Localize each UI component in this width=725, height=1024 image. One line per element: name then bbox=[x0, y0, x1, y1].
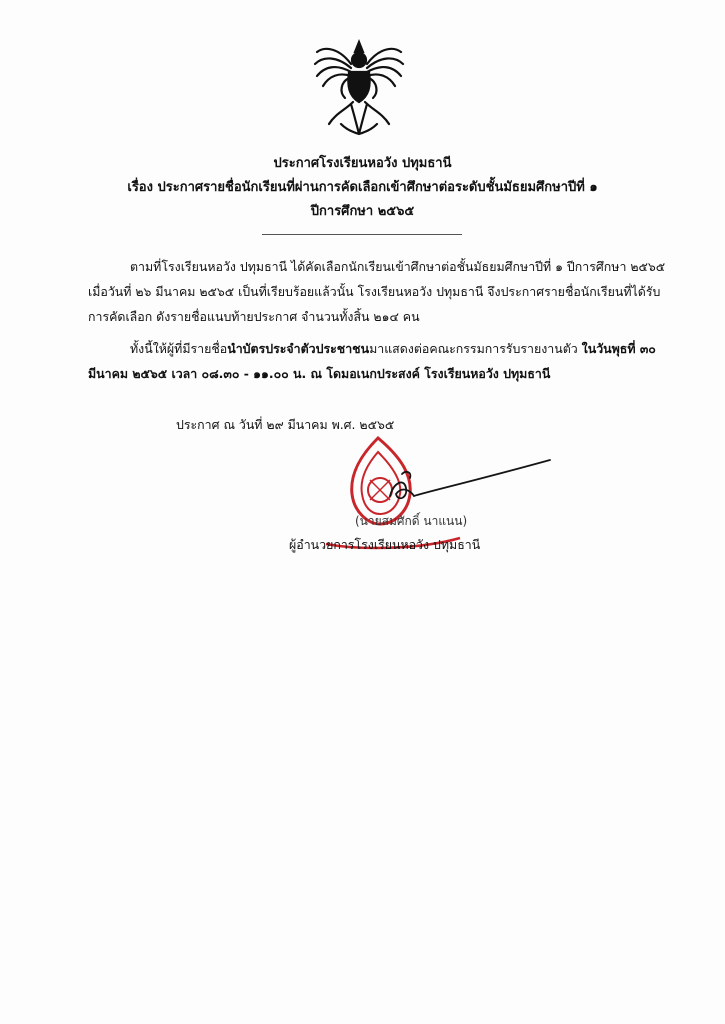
paragraph-1-line-3: การคัดเลือก ดังรายชื่อแนบท้ายประกาศ จำนวนทั้งสิ้น ๒๑๔ คน bbox=[88, 309, 420, 324]
p2-text-c: มาแสดงต่อคณะกรรมการรับรายงานตัว bbox=[369, 341, 582, 356]
announce-date: ประกาศ ณ วันที่ ๒๙ มีนาคม พ.ศ. ๒๕๖๕ bbox=[176, 417, 395, 432]
announcement-subject: เรื่อง ประกาศรายชื่อนักเรียนที่ผ่านการคัดเลือกเข้าศึกษาต่อระดับชั้นมัธยมศึกษาปีที่ ๑ bbox=[127, 180, 598, 195]
paragraph-1-line-1: ตามที่โรงเรียนหอวัง ปทุมธานี ได้คัดเลือกนักเรียนเข้าศึกษาต่อชั้นมัธยมศึกษาปีที่ ๑ ปีการศึกษา ๒๕๖๕ bbox=[130, 259, 666, 274]
signer-name: (นายสมศักดิ์ นาแนน) bbox=[355, 514, 468, 528]
p2-text-a: ทั้งนี้ให้ผู้ที่มีรายชื่อ bbox=[130, 341, 228, 356]
garuda-emblem-icon bbox=[311, 38, 407, 138]
signature-mark bbox=[380, 452, 552, 512]
title-divider bbox=[262, 234, 462, 235]
p2-id-card: นำบัตรประจำตัวประชาชน bbox=[227, 341, 370, 356]
signer-title: ผู้อำนวยการโรงเรียนหอวัง ปทุมธานี bbox=[289, 537, 481, 552]
announcement-title: ประกาศโรงเรียนหอวัง ปทุมธานี bbox=[273, 156, 452, 171]
academic-year: ปีการศึกษา ๒๕๖๕ bbox=[310, 204, 415, 219]
paragraph-2-line-2: มีนาคม ๒๕๖๕ เวลา ๐๘.๓๐ - ๑๑.๐๐ น. ณ โดมอเนกประสงค์ โรงเรียนหอวัง ปทุมธานี bbox=[88, 366, 551, 381]
paragraph-1-line-2: เมื่อวันที่ ๒๖ มีนาคม ๒๕๖๕ เป็นที่เรียบร้อยแล้วนั้น โรงเรียนหอวัง ปทุมธานี จึงประกาศรายชื่อนักเรียนที่ได้รับ bbox=[88, 284, 661, 299]
p2-date: ในวันพุธที่ ๓๐ bbox=[581, 341, 656, 356]
paragraph-2-line-1 bbox=[130, 336, 656, 361]
